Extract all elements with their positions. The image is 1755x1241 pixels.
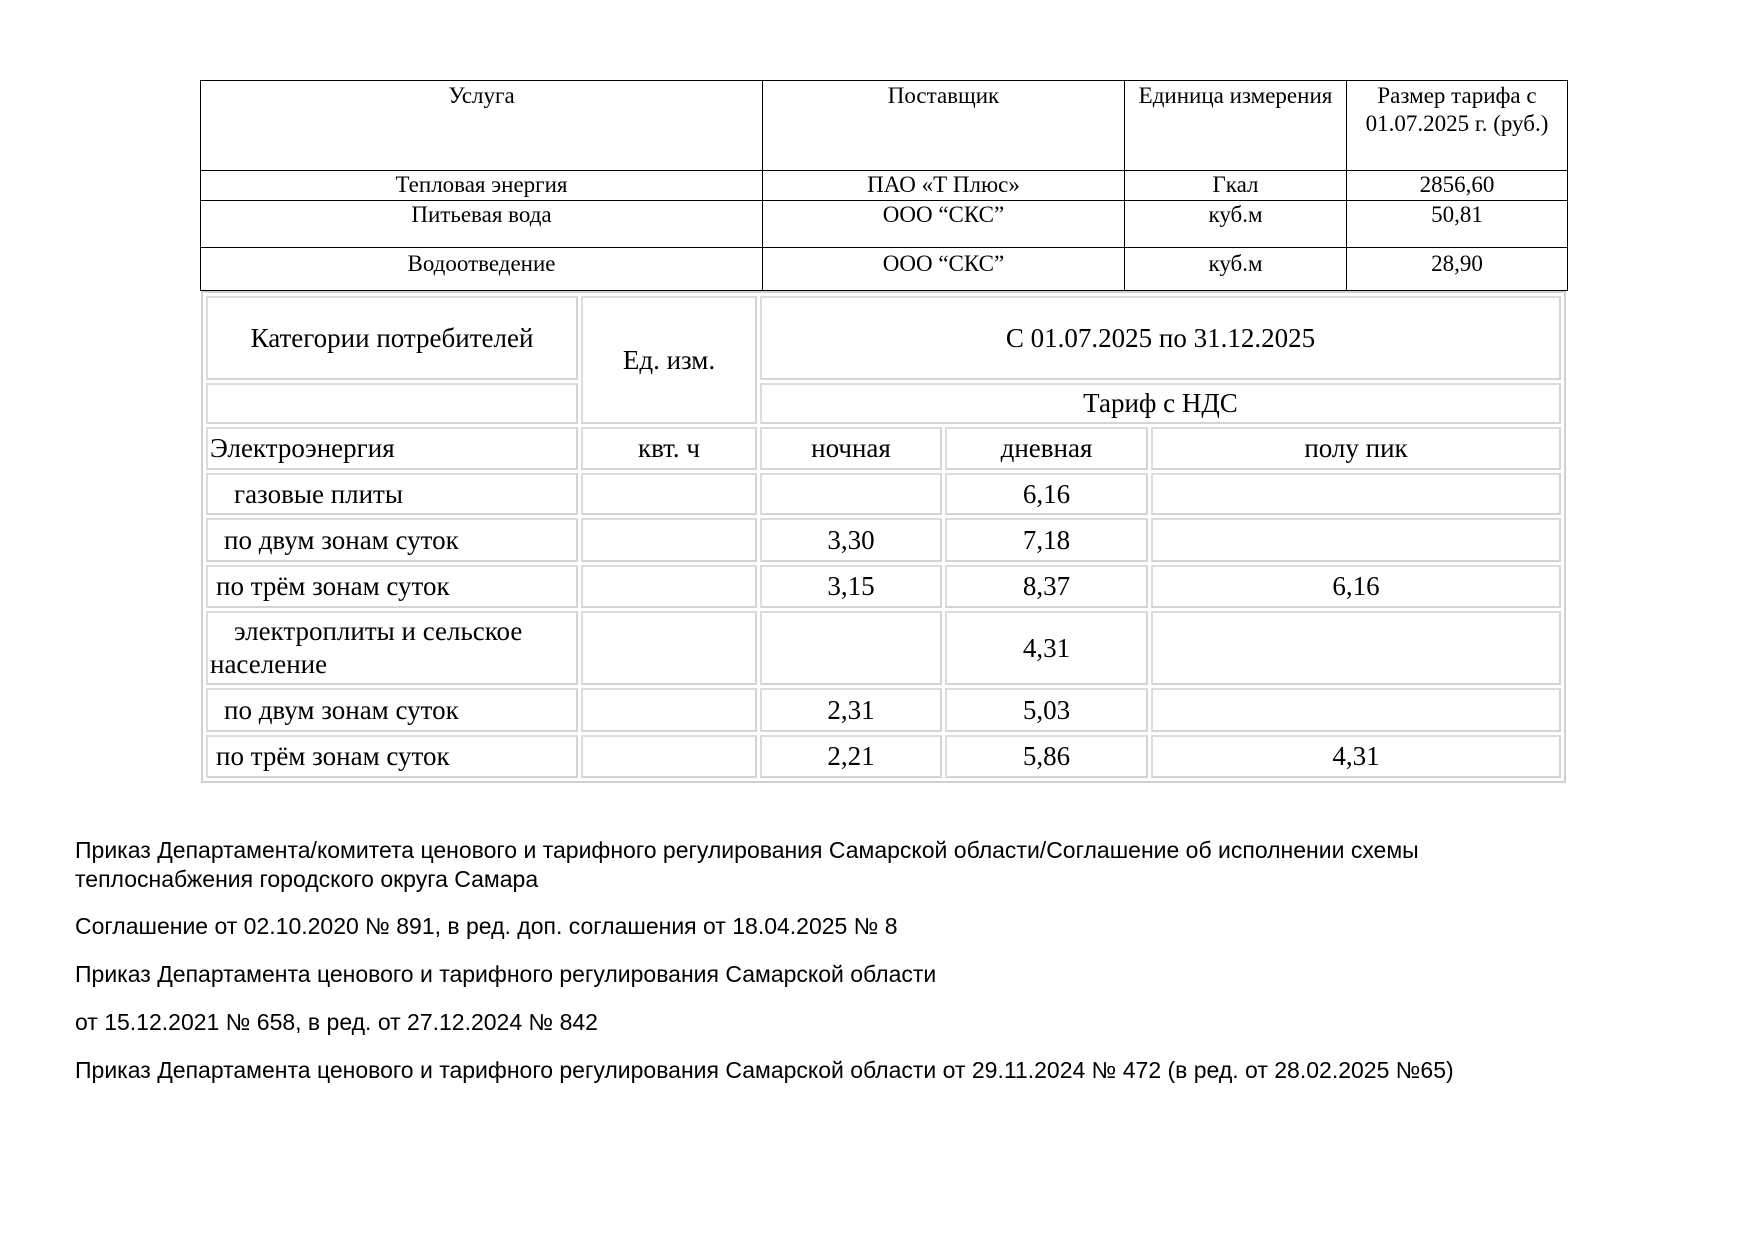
table-header-row xyxy=(206,383,1561,424)
cell-unit xyxy=(581,518,757,561)
row-label-electricity: Электроэнергия xyxy=(206,427,578,470)
cell-supplier: ООО “СКС” xyxy=(763,201,1125,248)
header-period: С 01.07.2025 по 31.12.2025 xyxy=(760,296,1561,380)
cell-halfpeak xyxy=(1151,518,1561,561)
header-tariff-vat: Тариф с НДС xyxy=(760,383,1561,424)
table-row xyxy=(206,518,1561,561)
cell-service: Питьевая вода xyxy=(201,201,763,248)
cell-unit xyxy=(581,473,757,515)
cell-halfpeak xyxy=(1151,473,1561,515)
cell-tariff: 50,81 xyxy=(1347,201,1568,248)
header-supplier: Поставщик xyxy=(763,81,1125,171)
utility-tariff-table xyxy=(200,80,1568,291)
cell-halfpeak xyxy=(1151,611,1561,685)
cell-day: 5,03 xyxy=(945,688,1148,731)
cell-service: Водоотведение xyxy=(201,248,763,291)
cell-supplier: ООО “СКС” xyxy=(763,248,1125,291)
cell-night: 3,30 xyxy=(760,518,942,561)
note-line: от 15.12.2021 № 658, в ред. от 27.12.2024 № 842 xyxy=(75,1009,598,1035)
table-row xyxy=(206,427,1561,470)
cell-day: 4,31 xyxy=(945,611,1148,685)
cell-night xyxy=(760,611,942,685)
header-unit: Единица измерения xyxy=(1125,81,1347,171)
note-line: Приказ Департамента/комитета ценового и тарифного регулирования Самарской области/Соглашение об исполнении схемы xyxy=(75,837,1419,863)
row-label: электроплиты и сельское население xyxy=(206,611,578,685)
cell-day: 5,86 xyxy=(945,735,1148,778)
cell-night: 2,31 xyxy=(760,688,942,731)
table-header-row xyxy=(206,296,1561,380)
header-night: ночная xyxy=(760,427,942,470)
cell-tariff: 28,90 xyxy=(1347,248,1568,291)
header-halfpeak: полу пик xyxy=(1151,427,1561,470)
cell-night: 3,15 xyxy=(760,565,942,608)
row-label: по двум зонам суток xyxy=(206,518,578,561)
electricity-tariff-table xyxy=(201,291,1566,783)
table-row xyxy=(206,473,1561,515)
table-row xyxy=(206,611,1561,685)
table-row xyxy=(206,688,1561,731)
cell-unit: Гкал xyxy=(1125,171,1347,201)
cell-night: 2,21 xyxy=(760,735,942,778)
cell-halfpeak: 4,31 xyxy=(1151,735,1561,778)
row-label: по двум зонам суток xyxy=(206,688,578,731)
cell-service: Тепловая энергия xyxy=(201,171,763,201)
cell-halfpeak xyxy=(1151,688,1561,731)
header-service: Услуга xyxy=(201,81,763,171)
cell-halfpeak: 6,16 xyxy=(1151,565,1561,608)
cell-day: 8,37 xyxy=(945,565,1148,608)
cell-unit: куб.м xyxy=(1125,201,1347,248)
cell-unit xyxy=(581,688,757,731)
table-row xyxy=(201,201,1568,248)
cell-supplier: ПАО «Т Плюс» xyxy=(763,171,1125,201)
header-consumer-category: Категории потребителей xyxy=(206,296,578,380)
row-label: по трём зонам суток xyxy=(206,565,578,608)
row-label: по трём зонам суток xyxy=(206,735,578,778)
cell-tariff: 2856,60 xyxy=(1347,171,1568,201)
header-unit: Ед. изм. xyxy=(581,296,757,424)
table-row xyxy=(201,248,1568,291)
row-label: газовые плиты xyxy=(206,473,578,515)
header-tariff: Размер тарифа с 01.07.2025 г. (руб.) xyxy=(1347,81,1568,171)
cell-unit: куб.м xyxy=(1125,248,1347,291)
table-row xyxy=(201,171,1568,201)
cell-unit xyxy=(581,735,757,778)
cell-unit xyxy=(581,565,757,608)
header-day: дневная xyxy=(945,427,1148,470)
cell-day: 7,18 xyxy=(945,518,1148,561)
header-empty-cell xyxy=(206,383,578,424)
cell-unit xyxy=(581,611,757,685)
cell-night xyxy=(760,473,942,515)
note-line: Соглашение от 02.10.2020 № 891, в ред. доп. соглашения от 18.04.2025 № 8 xyxy=(75,913,898,939)
cell-unit-kwh: квт. ч xyxy=(581,427,757,470)
table-row xyxy=(206,735,1561,778)
note-line: Приказ Департамента ценового и тарифного регулирования Самарской области xyxy=(75,961,937,987)
note-line: Приказ Департамента ценового и тарифного регулирования Самарской области от 29.11.2024 № 472 (в ред. от 28.02.2025 №65) xyxy=(75,1057,1454,1083)
cell-day: 6,16 xyxy=(945,473,1148,515)
table-row xyxy=(206,565,1561,608)
note-line: теплоснабжения городского округа Самара xyxy=(75,866,539,892)
table-header-row xyxy=(201,81,1568,171)
